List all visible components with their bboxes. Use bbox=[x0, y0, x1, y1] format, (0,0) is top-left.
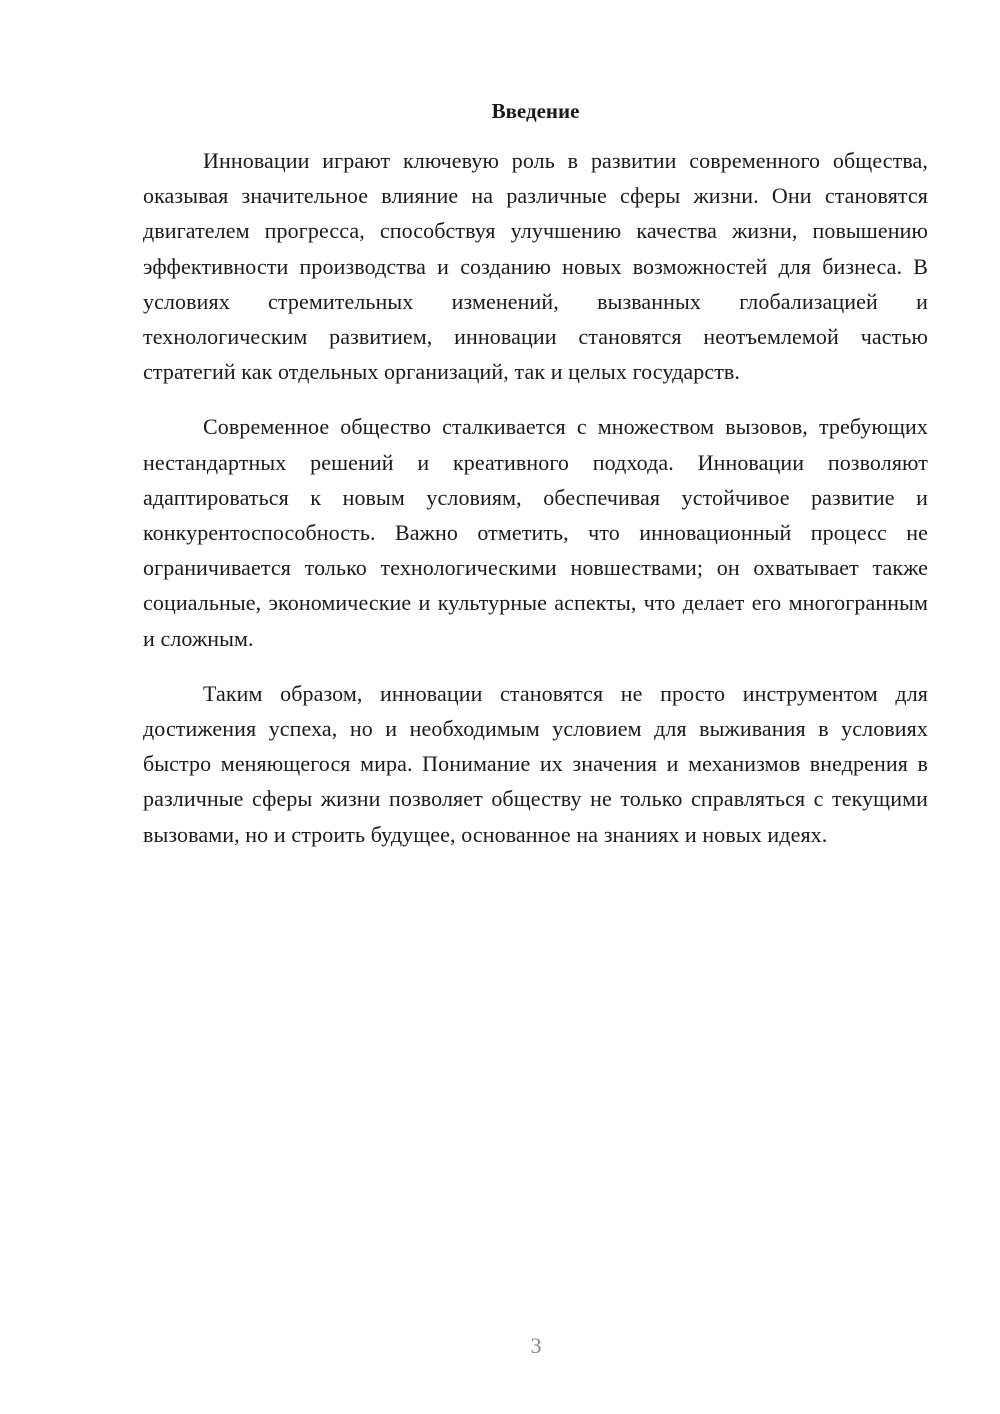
paragraph-1: Инновации играют ключевую роль в развитии современного общества, оказывая значительное влияние на различные сферы жизни. Они становятся двигателем прогресса, способствуя улучшению качества жизни, повышению эффективности производства и созданию новых возможностей для бизнеса. В условиях стремительных изменений, вызванных глобализацией и технологическим развитием, инновации становятся неотъемлемой частью стратегий как отдельных организаций, так и целых государств. bbox=[143, 148, 928, 385]
section-title: Введение bbox=[491, 99, 580, 123]
page-content bbox=[143, 96, 928, 872]
paragraph-2: Современное общество сталкивается с множеством вызовов, требующих нестандартных решений и креативного подхода. Инновации позволяют адаптироваться к новым условиям, обеспечивая устойчивое развитие и конкурентоспособность. Важно отметить, что инновационный процесс не ограничивается только технологическими новшествами; он охватывает также социальные, экономические и культурные аспекты, что делает его многогранным и сложным. bbox=[143, 414, 928, 651]
paragraph-3: Таким образом, инновации становятся не просто инструментом для достижения успеха, но и необходимым условием для выживания в условиях быстро меняющегося мира. Понимание их значения и механизмов внедрения в различные сферы жизни позволяет обществу не только справляться с текущими вызовами, но и строить будущее, основанное на знаниях и новых идеях. bbox=[143, 680, 928, 847]
page-number: 3 bbox=[530, 1333, 542, 1358]
